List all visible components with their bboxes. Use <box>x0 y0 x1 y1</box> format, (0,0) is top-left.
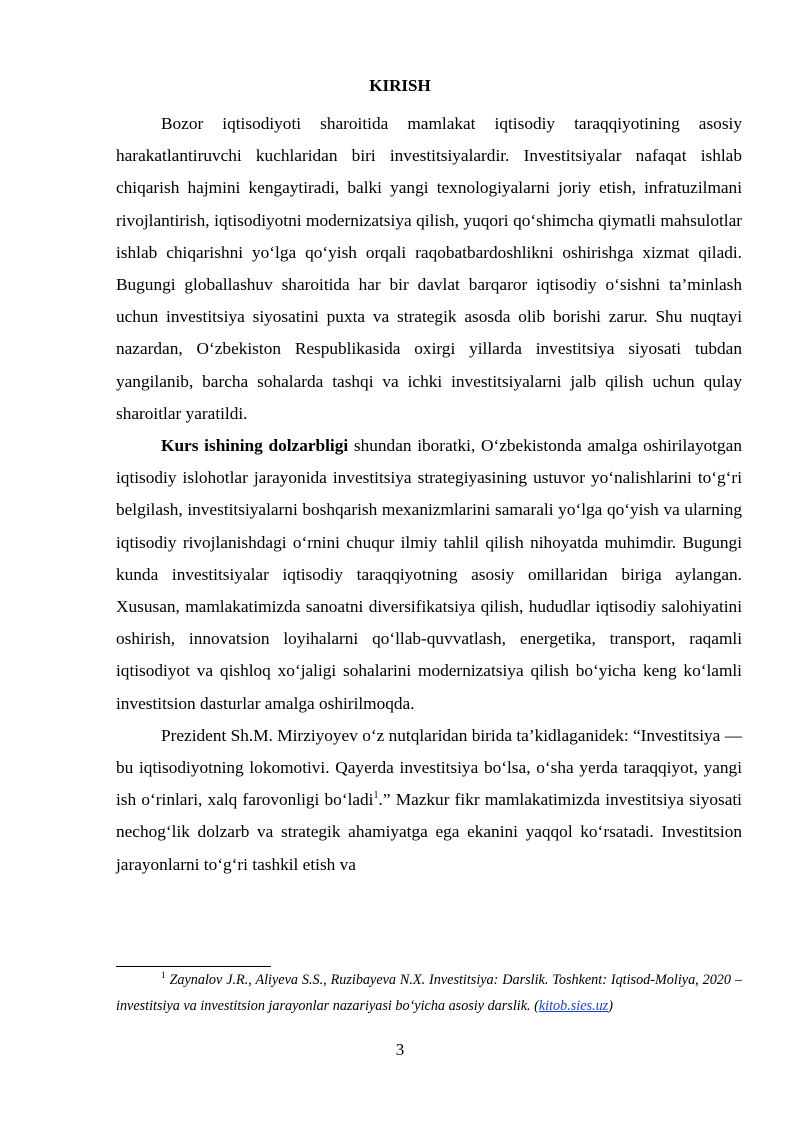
paragraph-intro <box>116 108 742 430</box>
paragraph-quote-text-end: .” Mazkur fikr mamlakatimizda investitsiya siyosati nechog‘lik dolzarb va strategik ahamiyatga ega ekanini yaqqol ko‘rsatadi. Investitsion jarayonlarni to‘g‘ri tashkil etish va <box>116 790 742 874</box>
footnote-closing: ) <box>608 998 613 1014</box>
footnote-link[interactable]: kitob.sies.uz <box>538 998 609 1014</box>
section-heading: KIRISH <box>369 76 431 95</box>
paragraph-quote-text-start: Prezident Sh.M. Mirziyoyev o‘z nutqlaridan birida ta’kidlaganidek: “Investitsiya — bu iqtisodiyotning lokomotivi. Qayerda investitsiya bo‘lsa, o‘sha yerda taraqqiyot, yangi ish o‘rinlari, xalq farovonligi bo‘ladi <box>116 725 742 810</box>
footnote-reference: 1 <box>373 790 379 802</box>
page-number: 3 <box>395 1040 405 1059</box>
paragraph-relevance-text: shundan iboratki, O‘zbekistonda amalga oshirilayotgan iqtisodiy islohotlar jarayonida investitsiya strategiyasining ustuvor yo‘nalishlarini to‘g‘ri belgilash, investitsiyalarni boshqarish mexanizmlarini samarali yo‘lga qo‘yish va ularning iqtisodiy rivojlanishdagi o‘rnini chuqur ilmiy tahlil qilish nihoyatda muhimdir. Bugungi kunda investitsiyalar iqtisodiy taraqqiyotning asosiy omillaridan biriga aylangan. Xususan, mamlakatimizda sanoatni diversifikatsiya qilish, hududlar iqtisodiy salohiyatini oshirish, innovatsion loyihalarni qo‘llab-quvvatlash, energetika, transport, raqamli iqtisodiyot va qishloq xo‘jaligi sohalarini modernizatsiya qilish bo‘yicha keng ko‘lamli investitsion dasturlar amalga oshirilmoqda. <box>116 436 742 713</box>
footnote-number: 1 <box>161 970 166 981</box>
footnote <box>116 967 742 1019</box>
body-text <box>116 108 742 881</box>
relevance-lead-bold: Kurs ishining dolzarbligi <box>161 436 349 456</box>
footnote-text: Zaynalov J.R., Aliyeva S.S., Ruzibayeva N.X. Investitsiya: Darslik. Toshkent: Iqtisod-Moliya, 2020 – investitsiya va investitsion jarayonlar nazariyasi bo‘yicha asosiy darslik. ( <box>116 972 742 1014</box>
paragraph-intro-text: Bozor iqtisodiyoti sharoitida mamlakat iqtisodiy taraqqiyotining asosiy harakatlantiruvchi kuchlaridan biri investitsiyalardir. Investitsiyalar nafaqat ishlab chiqarish hajmini kengaytiradi, balki yangi texnologiyalarni joriy etish, infratuzilmani rivojlantirish, iqtisodiyotni modernizatsiya qilish, yuqori qo‘shimcha qiymatli mahsulotlar ishlab chiqarishni yo‘lga qo‘yish orqali raqobatbardoshlikni oshirishga xizmat qiladi. Bugungi globallashuv sharoitida har bir davlat barqaror iqtisodiy o‘sishni ta’minlash uchun investitsiya siyosatini puxta va strategik asosda olib borishi zarur. Shu nuqtayi nazardan, O‘zbekiston Respublikasida oxirgi yillarda investitsiya siyosati tubdan yangilanib, barcha sohalarda tashqi va ichki investitsiyalarni jalb qilish uchun qulay sharoitlar yaratildi. <box>116 114 742 423</box>
paragraph-quote <box>116 720 742 881</box>
paragraph-relevance <box>116 430 742 720</box>
